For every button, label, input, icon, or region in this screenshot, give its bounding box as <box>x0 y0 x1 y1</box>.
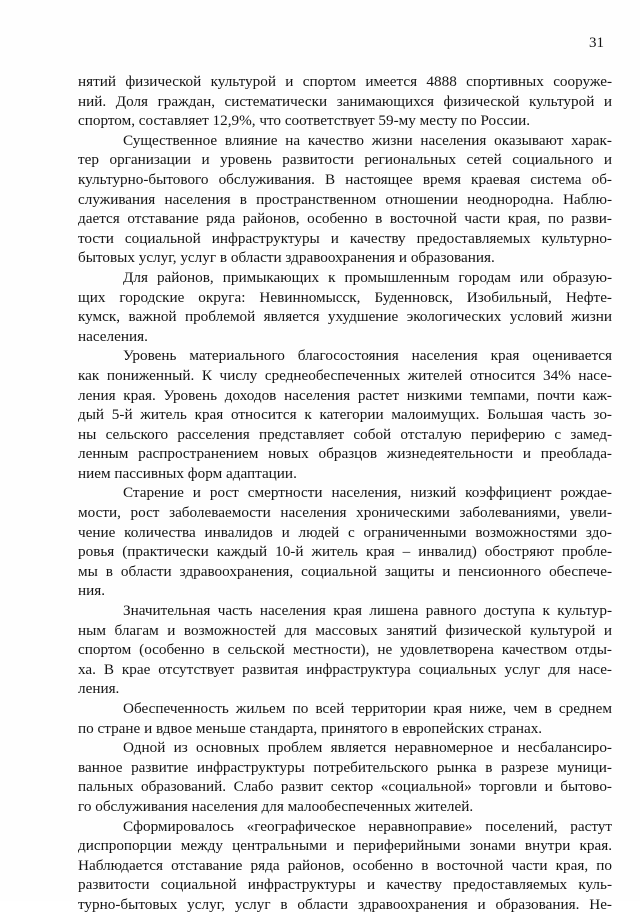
text-line: спортом (особенно в сельской местности), не удовлетворена качеством отды- <box>78 641 612 659</box>
text-line: дается отставание ряда районов, особенно в восточной части края, по разви- <box>78 210 612 228</box>
text-line: дый 5-й житель края относится к категории малоимущих. Большая часть зо- <box>78 406 612 424</box>
text-line: ха. В крае отсутствует развитая инфраструктура социальных услуг для насе- <box>78 660 612 678</box>
text-line: культурно-бытового обслуживания. В настоящее время краевая система об- <box>78 170 612 188</box>
text-line: турно-бытовых услуг, услуг в области здравоохранения и образования. Не- <box>78 895 612 913</box>
text-line: диспропорции между центральными и периферийными зонами внутри края. <box>78 837 612 855</box>
page-number: 31 <box>589 35 604 51</box>
text-line: ния. <box>78 582 106 600</box>
text-line: Старение и рост смертности населения, низкий коэффициент рождае- <box>123 484 612 502</box>
paragraph <box>78 817 612 915</box>
text-line: Значительная часть населения края лишена равного доступа к культур- <box>123 602 612 620</box>
paragraph <box>78 131 612 268</box>
text-line: спортом, составляет 12,9%, что соответствует 59-му месту по России. <box>78 112 531 130</box>
text-line: ным благам и возможностей для массовых занятий физической культурой и <box>78 621 612 639</box>
text-line: чение количества инвалидов и людей с ограниченными возможностями здо- <box>78 523 612 541</box>
text-line: населения. <box>78 327 148 345</box>
text-line: ровья (практически каждый 10-й житель края – инвалид) обостряют пробле- <box>78 543 612 561</box>
paragraph <box>78 601 612 699</box>
text-line: ленным распространением новых образцов жизнедеятельности и преоблада- <box>78 445 612 463</box>
paragraph <box>78 72 612 131</box>
text-line: Для районов, примыкающих к промышленным городам или образую- <box>123 268 612 286</box>
text-line: го обслуживания населения для малообеспеченных жителей. <box>78 797 474 815</box>
text-line: тер организации и уровень развитости региональных сетей социального и <box>78 151 612 169</box>
text-line: ний. Доля граждан, систематически занимающихся физической культурой и <box>78 92 612 110</box>
text-line: щих городские округа: Невинномысск, Буденновск, Изобильный, Нефте- <box>78 288 612 306</box>
text-line: Одной из основных проблем является неравномерное и несбалансиро- <box>123 739 612 757</box>
text-line: пальных образований. Слабо развит сектор «социальной» торговли и бытово- <box>78 778 612 796</box>
text-line: ванное развитие инфраструктуры потребительского рынка в разрезе муници- <box>78 758 612 776</box>
text-line: мы в области здравоохранения, социальной защиты и пенсионного обеспече- <box>78 562 612 580</box>
text-line: мости, рост заболеваемости населения хроническими заболеваниями, увели- <box>78 504 612 522</box>
text-line: Уровень материального благосостояния населения края оценивается <box>123 347 612 365</box>
text-line: ны сельского расселения представляет собой отсталую периферию с замед- <box>78 425 612 443</box>
paragraph <box>78 346 612 483</box>
text-line: Существенное влияние на качество жизни населения оказывают харак- <box>123 131 612 149</box>
text-line: Наблюдается отставание ряда районов, особенно в восточной части края, по <box>78 856 612 874</box>
body-text <box>78 72 612 915</box>
text-line: ления. <box>78 680 120 698</box>
text-line: Обеспеченность жильем по всей территории края ниже, чем в среднем <box>123 700 612 717</box>
text-line: бытовых услуг, услуг в области здравоохранения и образования. <box>78 249 495 267</box>
text-line: как пониженный. К числу среднеобеспеченных жителей относится 34% насе- <box>78 366 612 384</box>
text-line: развитости социальной инфраструктуры и качеству предоставляемых куль- <box>78 876 612 894</box>
paragraph <box>78 483 612 601</box>
text-line: по стране и вдвое меньше стандарта, принятого в европейских странах. <box>78 719 543 737</box>
text-line: служивания населения в пространственном отношении неоднородна. Наблю- <box>78 190 612 208</box>
text-line: кумск, важной проблемой является ухудшение экологических условий жизни <box>78 308 612 326</box>
paragraph <box>78 738 612 816</box>
text-line: тости социальной инфраструктуры и качеству предоставляемых культурно- <box>78 229 612 247</box>
text-line: Сформировалось «географическое неравноправие» поселений, растут <box>123 817 612 835</box>
text-line: нием пассивных форм адаптации. <box>78 464 297 482</box>
text-line: нятий физической культурой и спортом имеется 4888 спортивных сооруже- <box>78 73 612 90</box>
paragraph <box>78 268 612 346</box>
paragraph <box>78 699 612 738</box>
text-line: ления края. Уровень доходов населения растет низкими темпами, почти каж- <box>78 386 612 404</box>
